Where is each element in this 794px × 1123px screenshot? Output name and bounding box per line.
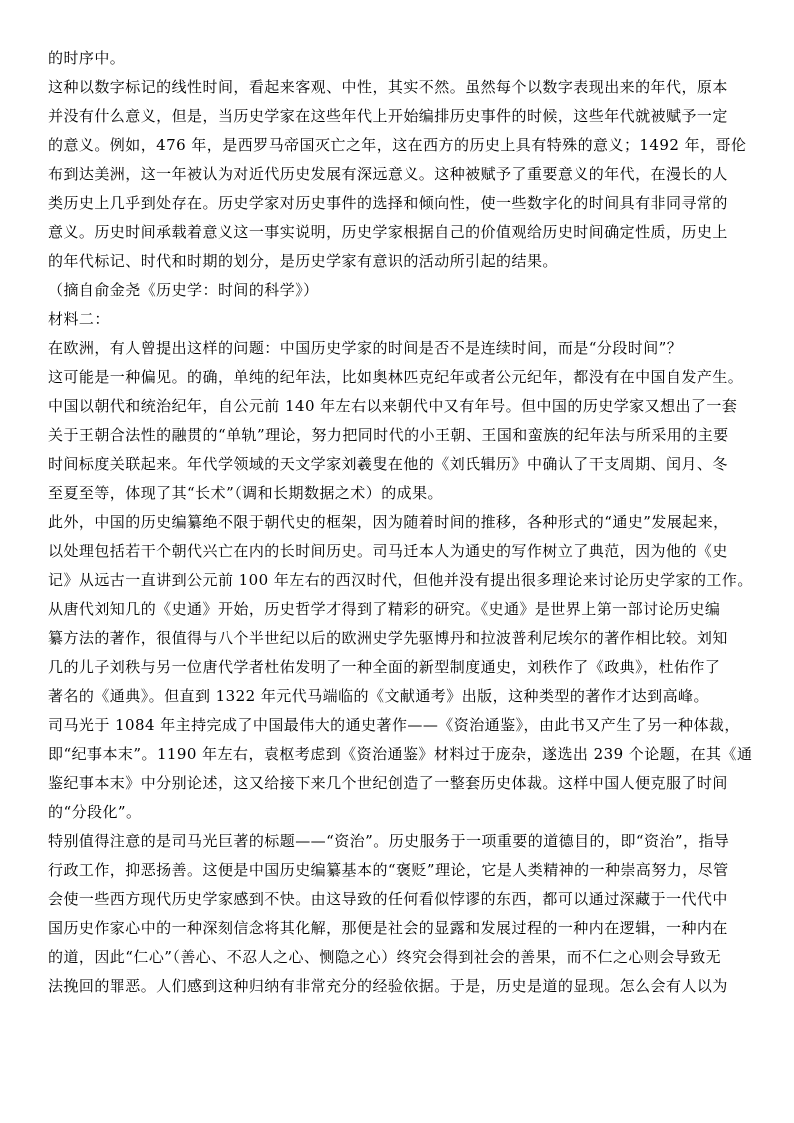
text-line: 从唐代刘知几的《史通》开始，历史哲学才得到了精彩的研究。《史通》是世界上第一部讨论历史编 [48, 600, 721, 618]
text-line: 这种以数字标记的线性时间，看起来客观、中性，其实不然。虽然每个以数字表现出来的年代，原本 [48, 78, 728, 96]
text-line: 类历史上几乎到处存在。历史学家对历史事件的选择和倾向性，使一些数字化的时间具有非同寻常的 [48, 194, 728, 212]
text-line: 即“纪事本末”。1190 年左右，袁枢考虑到《资治通鉴》材料过于庞杂，遂选出 239 个论题，在其《通 [48, 745, 753, 763]
text-line: 的年代标记、时代和时期的划分，是历史学家有意识的活动所引起的结果。 [48, 252, 558, 270]
text-line: 布到达美洲，这一年被认为对近代历史发展有深远意义。这种被赋予了重要意义的年代，在漫长的人 [48, 165, 728, 183]
citation-line: （摘自俞金尧《历史学：时间的科学》） [48, 281, 319, 299]
text-line: 在欧洲，有人曾提出这样的问题：中国历史学家的时间是否不是连续时间，而是“分段时间”？ [48, 339, 683, 357]
text-line: 纂方法的著作，很值得与八个半世纪以后的欧洲史学先驱博丹和拉波普利尼埃尔的著作相比较。刘知 [48, 629, 728, 647]
text-line: 以处理包括若干个朝代兴亡在内的长时间历史。司马迁本人为通史的写作树立了典范，因为他的《史 [48, 542, 728, 560]
text-line: 关于王朝合法性的融贯的“单轨”理论，努力把同时代的小王朝、王国和蛮族的纪年法与所采用的主要 [48, 426, 729, 444]
text-line: 的意义。例如，476 年，是西罗马帝国灭亡之年，这在西方的历史上具有特殊的意义；1492 年，哥伦 [48, 136, 747, 154]
text-line: 时间标度关联起来。年代学领域的天文学家刘羲叟在他的《刘氏辑历》中确认了干支周期、闰月、冬 [48, 455, 728, 473]
text-line: 国历史作家心中的一种深刻信念将其化解，那便是社会的显露和发展过程的一种内在逻辑，一种内在 [48, 919, 728, 937]
body-text [48, 44, 752, 1001]
text-line: 几的儿子刘秩与另一位唐代学者杜佑发明了一种全面的新型制度通史，刘秩作了《政典》，杜佑作了 [48, 658, 721, 676]
text-line: 会使一些西方现代历史学家感到不快。由这导致的任何看似悖谬的东西，都可以通过深藏于一代代中 [48, 890, 728, 908]
text-line: 中国以朝代和统治纪年，自公元前 140 年左右以来朝代中又有年号。但中国的历史学家又想出了一套 [48, 397, 738, 415]
text-line: 特别值得注意的是司马光巨著的标题——“资治”。历史服务于一项重要的道德目的，即“资治”，指导 [48, 832, 730, 850]
text-line: 行政工作，抑恶扬善。这便是中国历史编纂基本的“褒贬”理论，它是人类精神的一种崇高努力，尽管 [48, 861, 729, 879]
text-line: 著名的《通典》。但直到 1322 年元代马端临的《文献通考》出版，这种类型的著作才达到高峰。 [48, 687, 709, 705]
text-line: 法挽回的罪恶。人们感到这种归纳有非常充分的经验依据。于是，历史是道的显现。怎么会有人以为 [48, 977, 728, 995]
text-line: 此外，中国的历史编纂绝不限于朝代史的框架，因为随着时间的推移，各种形式的“通史”发展起来， [48, 513, 729, 531]
text-line: 记》从远古一直讲到公元前 100 年左右的西汉时代，但他并没有提出很多理论来讨论历史学家的工作。 [48, 571, 753, 589]
text-line: 这可能是一种偏见。的确，单纯的纪年法，比如奥林匹克纪年或者公元纪年，都没有在中国自发产生。 [48, 368, 744, 386]
text-line: 的道，因此“仁心”（善心、不忍人之心、恻隐之心）终究会得到社会的善果，而不仁之心则会导致无 [48, 948, 722, 966]
text-line: 鉴纪事本末》中分别论述，这又给接下来几个世纪创造了一整套历史体裁。这样中国人便克服了时间 [48, 774, 728, 792]
text-line: 的“分段化”。 [48, 803, 142, 821]
text-line: 司马光于 1084 年主持完成了中国最伟大的通史著作——《资治通鉴》，由此书又产生了另一种体裁， [48, 716, 740, 734]
text-line: 的时序中。 [48, 49, 126, 67]
section-heading: 材料二： [48, 310, 110, 328]
text-line: 意义。历史时间承载着意义这一事实说明，历史学家根据自己的价值观给历史时间确定性质，历史上 [48, 223, 728, 241]
text-line: 并没有什么意义，但是，当历史学家在这些年代上开始编排历史事件的时候，这些年代就被赋予一定 [48, 107, 728, 125]
text-line: 至夏至等，体现了其“长术”（调和长期数据之术）的成果。 [48, 484, 443, 502]
